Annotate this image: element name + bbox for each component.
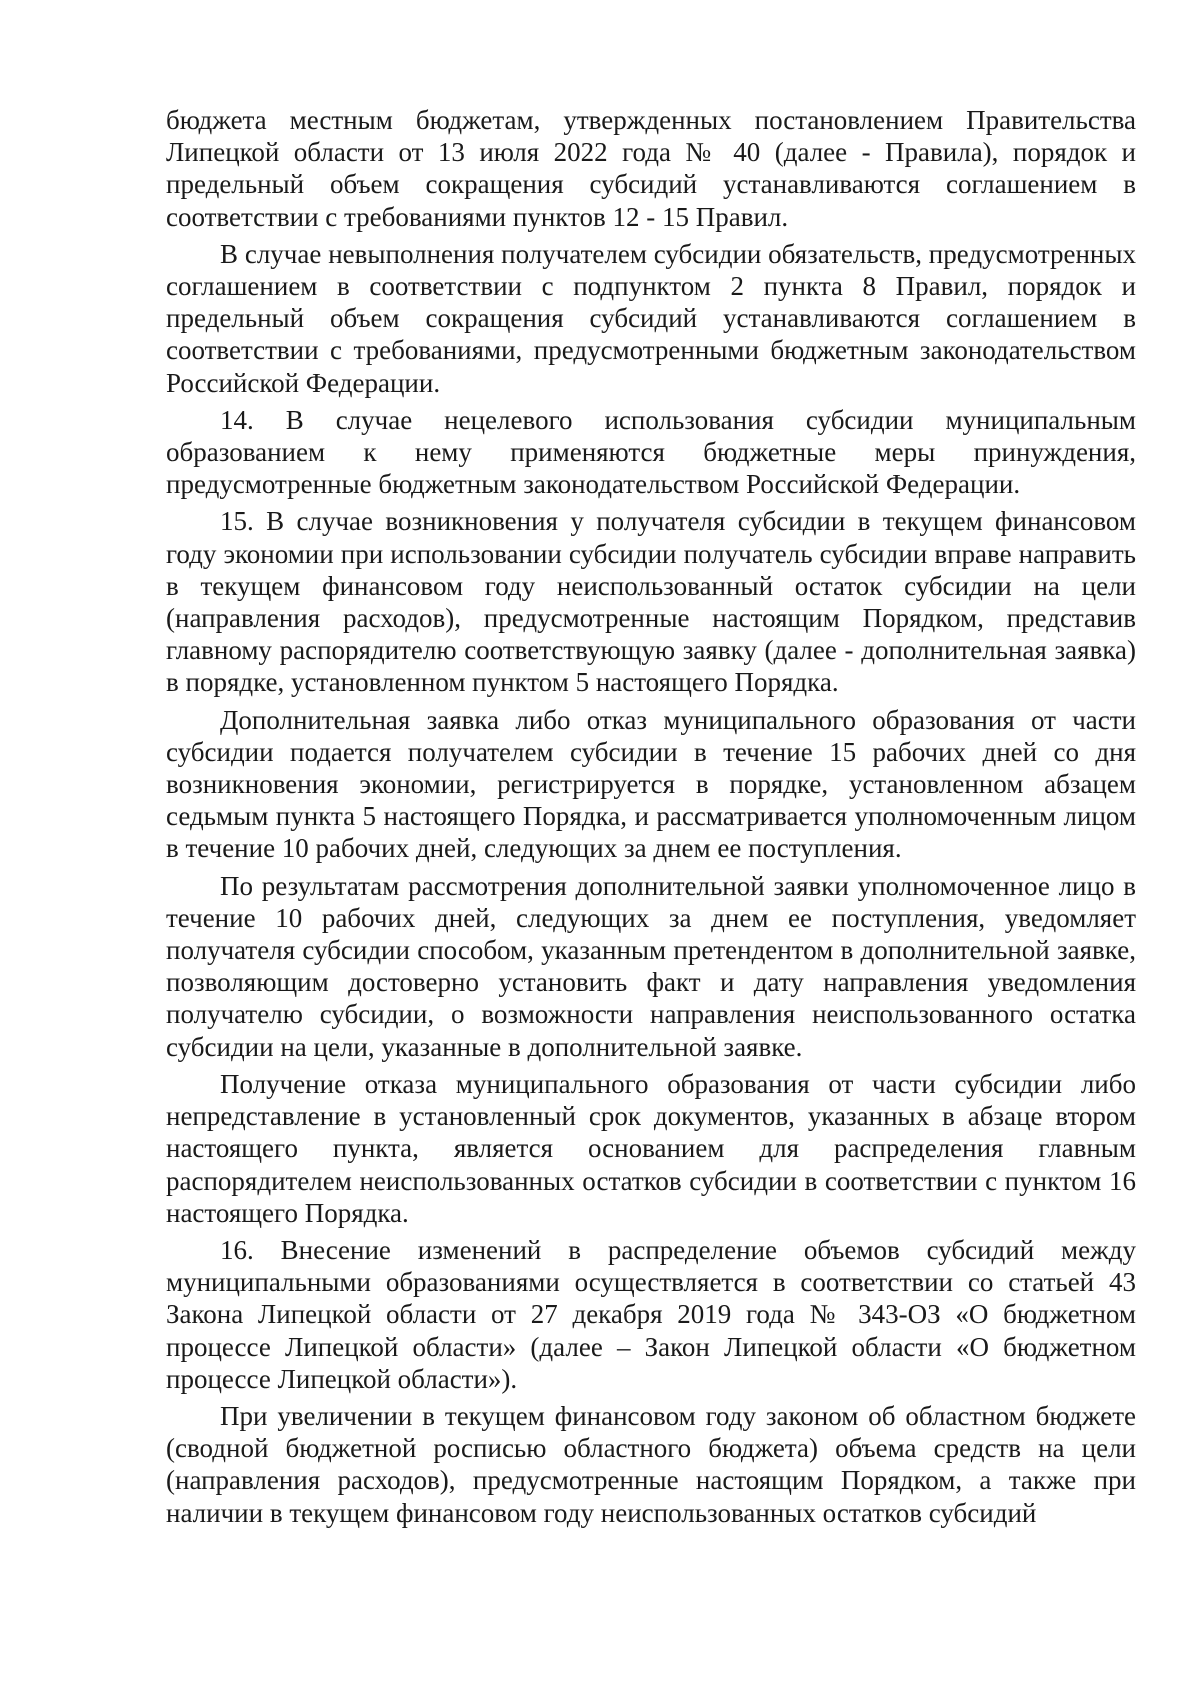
paragraph-additional-application: Дополнительная заявка либо отказ муниципального образования от части субсидии подается получателем субсидии в течение 15 рабочих дней со дня возникновения экономии, регистрируется в порядке, установленном абзацем седьмым пункта 5 настоящего Порядка, и рассматривается уполномоченным лицом в течение 10 рабочих дней, следующих за днем ее поступления. <box>166 704 1136 864</box>
paragraph-review-results: По результатам рассмотрения дополнительной заявки уполномоченное лицо в течение 10 рабочих дней, следующих за днем ее поступления, уведомляет получателя субсидии способом, указанным претендентом в дополнительной заявке, позволяющим достоверно установить факт и дату направления уведомления получателю субсидии, о возможности направления неиспользованного остатка субсидии на цели, указанные в дополнительной заявке. <box>166 870 1136 1062</box>
paragraph-item-16: 16. Внесение изменений в распределение объемов субсидий между муниципальными образованиями осуществляется в соответствии со статьей 43 Закона Липецкой области от 27 декабря 2019 года № 343-ОЗ «О бюджетном процессе Липецкой области» (далее – Закон Липецкой области «О бюджетном процессе Липецкой области»). <box>166 1234 1136 1394</box>
paragraph-increase: При увеличении в текущем финансовом году законом об областном бюджете (сводной бюджетной росписью областного бюджета) объема средств на цели (направления расходов), предусмотренные настоящим Порядком, а также при наличии в текущем финансовом году неиспользованных остатков субсидий <box>166 1400 1136 1528</box>
paragraph-refusal: Получение отказа муниципального образования от части субсидии либо непредставление в установленный срок документов, указанных в абзаце втором настоящего пункта, является основанием для распределения главным распорядителем неиспользованных остатков субсидии в соответствии с пунктом 16 настоящего Порядка. <box>166 1068 1136 1228</box>
document-body <box>166 104 1136 1534</box>
paragraph-non-fulfillment: В случае невыполнения получателем субсидии обязательств, предусмотренных соглашением в соответствии с подпунктом 2 пункта 8 Правил, порядок и предельный объем сокращения субсидий устанавливаются соглашением в соответствии с требованиями, предусмотренными бюджетным законодательством Российской Федерации. <box>166 238 1136 398</box>
paragraph-item-15: 15. В случае возникновения у получателя субсидии в текущем финансовом году экономии при использовании субсидии получатель субсидии вправе направить в текущем финансовом году неиспользованный остаток субсидии на цели (направления расходов), предусмотренные настоящим Порядком, представив главному распорядителю соответствующую заявку (далее - дополнительная заявка) в порядке, установленном пунктом 5 настоящего Порядка. <box>166 506 1136 698</box>
paragraph-budget-rules: бюджета местным бюджетам, утвержденных постановлением Правительства Липецкой области от 13 июля 2022 года № 40 (далее - Правила), порядок и предельный объем сокращения субсидий устанавливаются соглашением в соответствии с требованиями пунктов 12 - 15 Правил. <box>166 105 1136 232</box>
paragraph-item-14: 14. В случае нецелевого использования субсидии муниципальным образованием к нему применяются бюджетные меры принуждения, предусмотренные бюджетным законодательством Российской Федерации. <box>166 404 1136 500</box>
